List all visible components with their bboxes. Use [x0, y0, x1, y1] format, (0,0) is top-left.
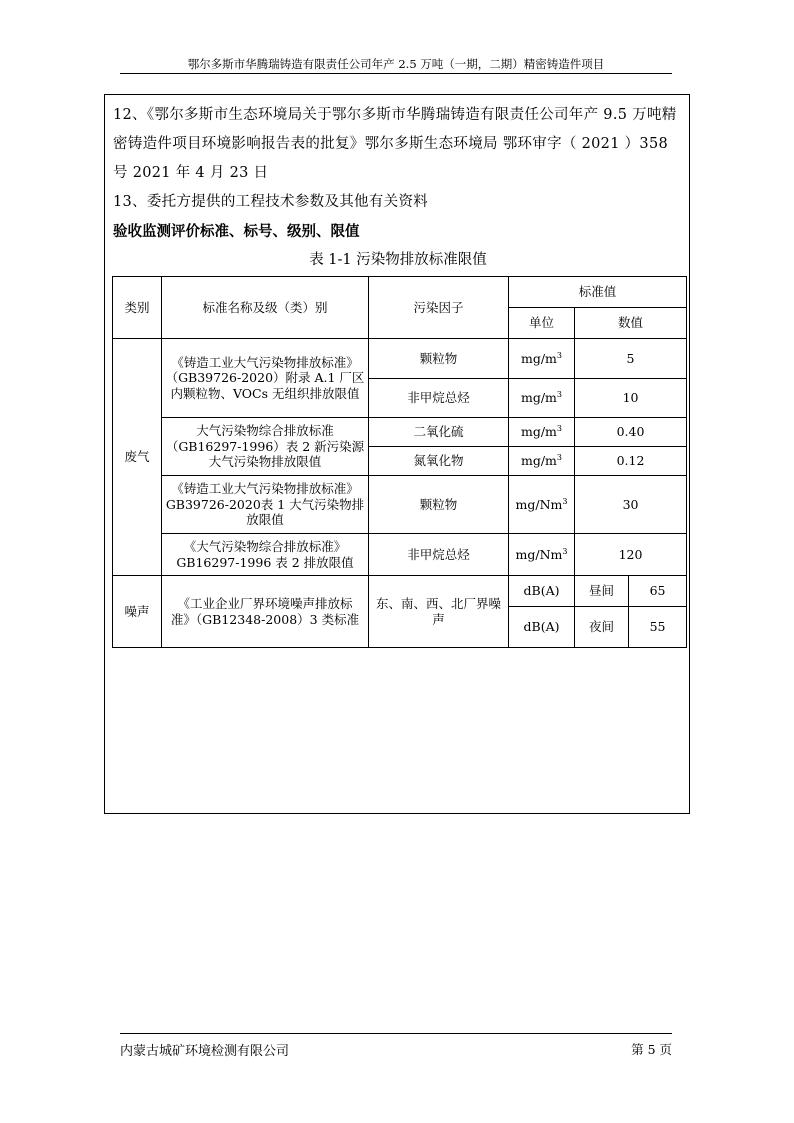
unit: dB(A)	[509, 607, 575, 648]
header-unit: 单位	[509, 308, 575, 339]
unit: mg/Nm$^3$	[509, 476, 575, 534]
category-noise: 噪声	[113, 576, 162, 648]
unit: dB(A)	[509, 576, 575, 607]
pollutant: 非甲烷总烃	[369, 534, 509, 576]
header-category: 类别	[113, 277, 162, 339]
header-standard: 标准名称及级（类）别	[162, 277, 369, 339]
table-row	[113, 476, 687, 534]
limit-value: 55	[629, 607, 687, 648]
pollutant: 颗粒物	[369, 339, 509, 379]
standard-name: 《铸造工业大气污染物排放标准》GB39726-2020表 1 大气污染物排放限值	[162, 476, 369, 534]
header-value: 数值	[575, 308, 687, 339]
category-waste-gas: 废气	[113, 339, 162, 576]
limit-value: 0.40	[575, 418, 687, 447]
table-row	[113, 576, 687, 607]
header-limit: 标准值	[509, 277, 687, 308]
limit-value: 120	[575, 534, 687, 576]
reference-item-12: 12、《鄂尔多斯市生态环境局关于鄂尔多斯市华腾瑞铸造有限责任公司年产 9.5 万吨精密铸造件项目环境影响报告表的批复》鄂尔多斯生态环境局 鄂环审字（ 2021 ）358 号 2021 年 4 月 23 日	[113, 107, 677, 181]
limit-value: 5	[575, 339, 687, 379]
footer-page-number: 第 5 页	[631, 1042, 672, 1057]
standard-name: 大气污染物综合排放标准（GB16297-1996）表 2 新污染源大气污染物排放限值	[162, 418, 369, 476]
pollutant: 非甲烷总烃	[369, 379, 509, 418]
standard-name: 《工业企业厂界环境噪声排放标准》（GB12348-2008）3 类标准	[162, 576, 369, 648]
section-title: 验收监测评价标准、标号、级别、限值	[113, 223, 360, 240]
header-rule	[120, 73, 672, 74]
table-row	[113, 418, 687, 447]
unit: $mg/m^3$	[509, 418, 575, 447]
standard-name: 《铸造工业大气污染物排放标准》（GB39726-2020）附录 A.1 厂区内颗粒物、VOCs 无组织排放限值	[162, 339, 369, 418]
header-pollutant: 污染因子	[369, 277, 509, 339]
reference-item-13: 13、委托方提供的工程技术参数及其他有关资料	[113, 194, 429, 210]
table-row	[113, 534, 687, 576]
pollutant: 颗粒物	[369, 476, 509, 534]
limit-value: 30	[575, 476, 687, 534]
page-header-title: 鄂尔多斯市华腾瑞铸造有限责任公司年产 2.5 万吨（一期，二期）精密铸造件项目	[187, 57, 605, 71]
limit-value: 65	[629, 576, 687, 607]
unit: $mg/m^3$	[509, 339, 575, 379]
standards-table	[112, 276, 687, 648]
unit: $mg/m^3$	[509, 447, 575, 476]
pollutant: 东、南、西、北厂界噪声	[369, 576, 509, 648]
limit-value: 0.12	[575, 447, 687, 476]
period: 夜间	[575, 607, 629, 648]
table-row	[113, 339, 687, 379]
table-caption: 表 1-1 污染物排放标准限值	[309, 252, 487, 268]
limit-value: 10	[575, 379, 687, 418]
standard-name: 《大气污染物综合排放标准》GB16297-1996 表 2 排放限值	[162, 534, 369, 576]
unit: $mg/m^3$	[509, 379, 575, 418]
footer-company: 内蒙古城矿环境检测有限公司	[120, 1044, 290, 1059]
footer-rule	[120, 1033, 672, 1034]
pollutant: 二氧化硫	[369, 418, 509, 447]
unit: mg/Nm$^3$	[509, 534, 575, 576]
pollutant: 氮氧化物	[369, 447, 509, 476]
period: 昼间	[575, 576, 629, 607]
content-frame	[104, 94, 690, 814]
